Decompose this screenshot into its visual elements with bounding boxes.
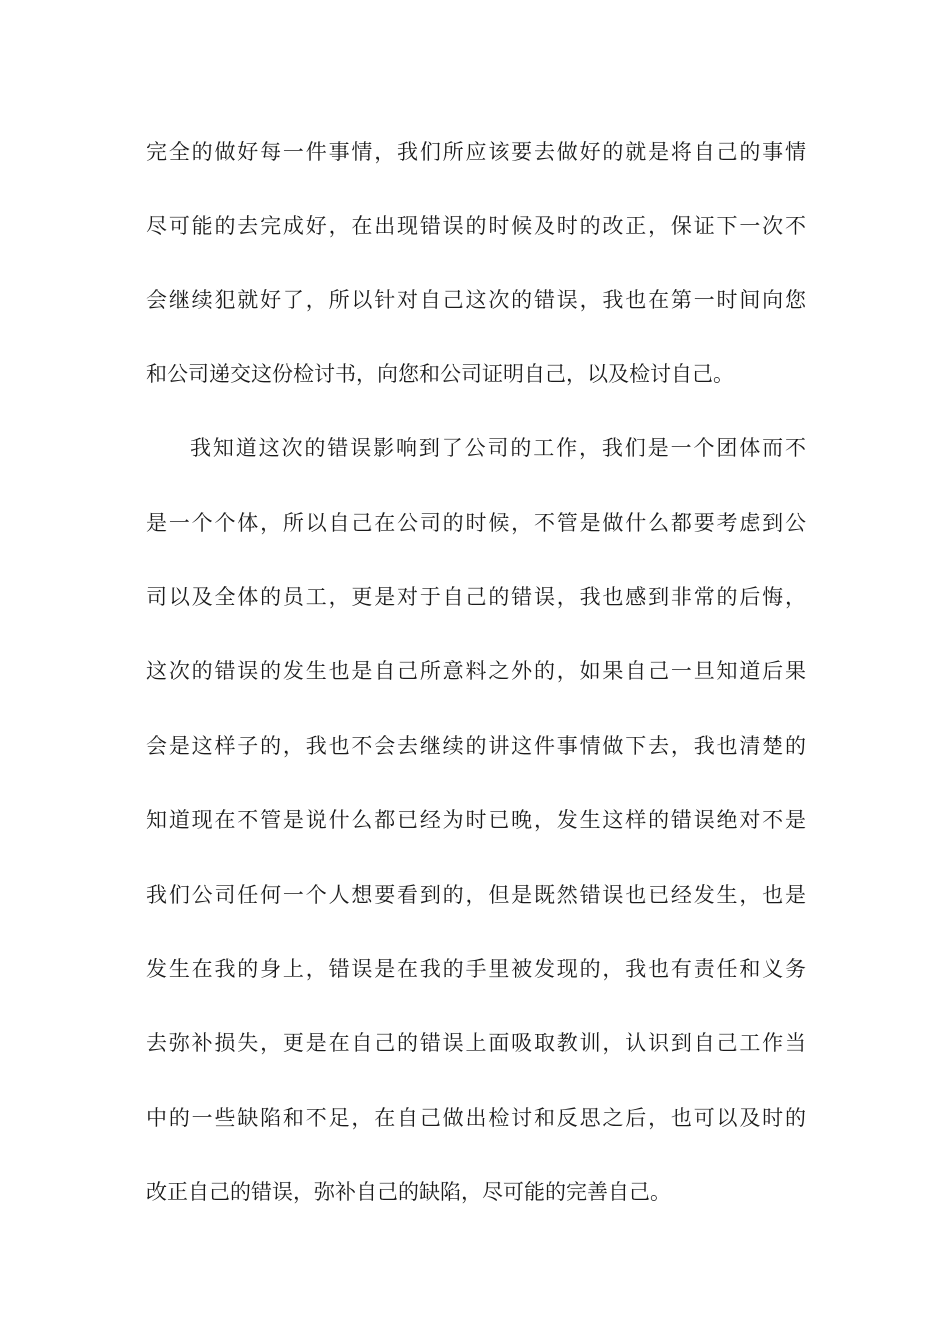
paragraph-2-line-4: 这次的错误的发生也是自己所意料之外的，如果自己一旦知道后果 <box>146 659 806 683</box>
paragraph-2-line-11: 改正自己的错误，弥补自己的缺陷，尽可能的完善自己。 <box>146 1180 671 1204</box>
paragraph-2-line-5: 会是这样子的，我也不会去继续的讲这件事情做下去，我也清楚的 <box>146 734 806 758</box>
paragraph-2-line-10: 中的一些缺陷和不足，在自己做出检讨和反思之后，也可以及时的 <box>146 1106 806 1130</box>
paragraph-2-line-2: 是一个个体，所以自己在公司的时候，不管是做什么都要考虑到公 <box>146 511 806 535</box>
paragraph-1-line-4: 和公司递交这份检讨书，向您和公司证明自己，以及检讨自己。 <box>146 362 734 386</box>
paragraph-1-line-1: 完全的做好每一件事情，我们所应该要去做好的就是将自己的事情 <box>146 140 806 164</box>
paragraph-2-line-1: 我知道这次的错误影响到了公司的工作，我们是一个团体而不 <box>190 436 806 460</box>
paragraph-2-line-7: 我们公司任何一个人想要看到的，但是既然错误也已经发生，也是 <box>146 883 806 907</box>
paragraph-2-line-6: 知道现在不管是说什么都已经为时已晚，发生这样的错误绝对不是 <box>146 808 806 832</box>
paragraph-1-line-2: 尽可能的去完成好，在出现错误的时候及时的改正，保证下一次不 <box>146 214 806 238</box>
paragraph-2-line-8: 发生在我的身上，错误是在我的手里被发现的，我也有责任和义务 <box>146 957 806 981</box>
paragraph-2-line-3: 司以及全体的员工，更是对于自己的错误，我也感到非常的后悔， <box>146 585 806 609</box>
paragraph-1-line-3: 会继续犯就好了，所以针对自己这次的错误，我也在第一时间向您 <box>146 288 806 312</box>
paragraph-2-line-9: 去弥补损失，更是在自己的错误上面吸取教训，认识到自己工作当 <box>146 1031 806 1055</box>
